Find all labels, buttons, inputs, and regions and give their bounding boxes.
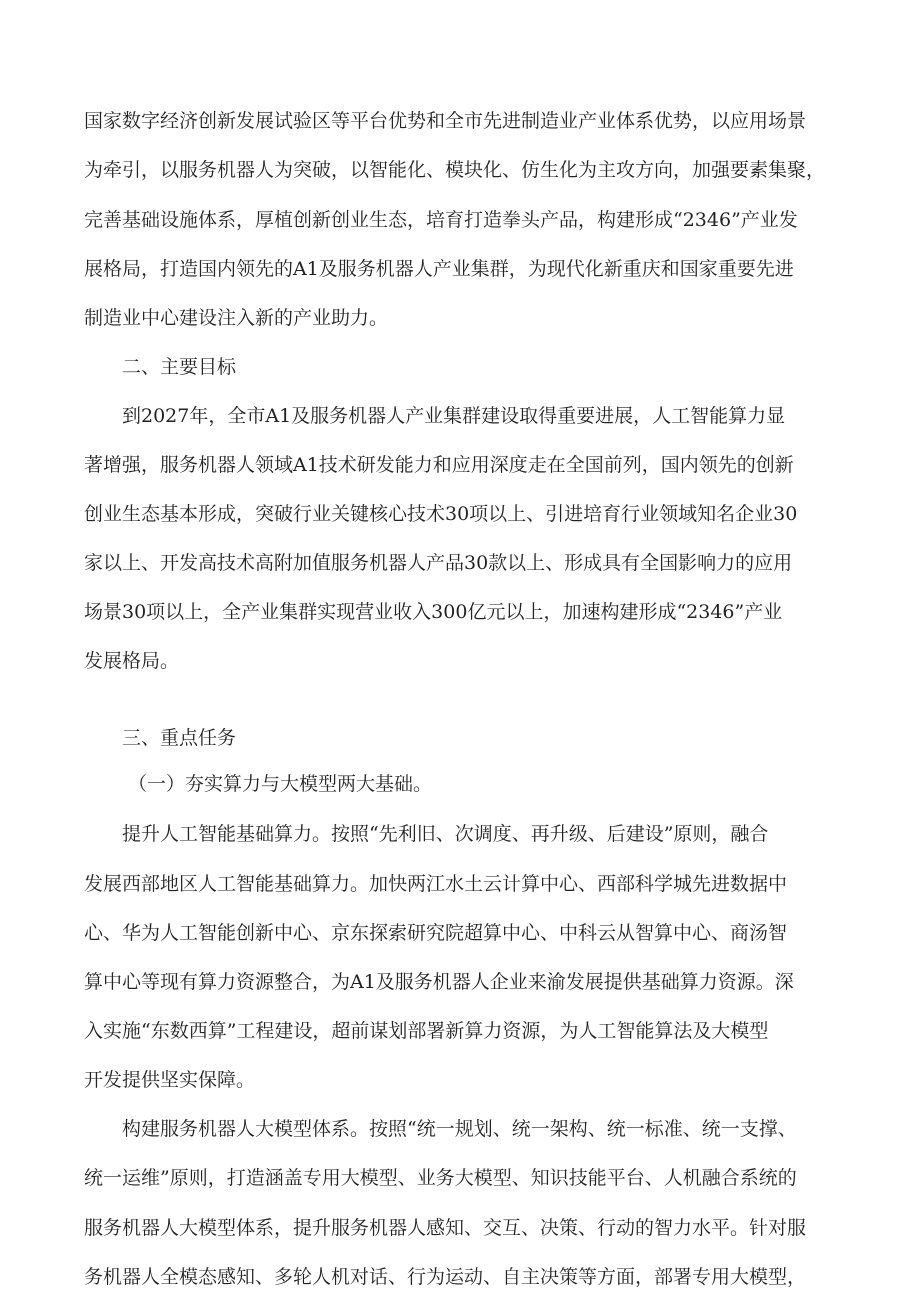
paragraph-line: 制造业中心建设注入新的产业助力。	[84, 307, 389, 329]
section-heading-tasks: 三、重点任务	[122, 727, 237, 749]
paragraph-line: 服务机器人大模型体系，提升服务机器人感知、交互、决策、行动的智力水平。针对服	[84, 1217, 807, 1239]
paragraph-line: 发展西部地区人工智能基础算力。加快两江水土云计算中心、西部科学城先进数据中	[84, 873, 788, 895]
paragraph-line: 为牵引，以服务机器人为突破，以智能化、模块化、仿生化为主攻方向，加强要素集聚，	[84, 159, 826, 181]
paragraph-line: 完善基础设施体系，厚植创新创业生态，培育打造拳头产品，构建形成“2346”产业发	[84, 209, 798, 231]
paragraph-line: 构建服务机器人大模型体系。按照“统一规划、统一架构、统一标准、统一支撑、	[122, 1118, 797, 1140]
paragraph-line: 务机器人全模态感知、多轮人机对话、行为运动、自主决策等方面，部署专用大模型，	[84, 1266, 807, 1288]
paragraph-line: 著增强，服务机器人领域A1技术研发能力和应用深度走在全国前列，国内领先的创新	[84, 454, 794, 476]
paragraph-line: 家以上、开发高技术高附加值服务机器人产品30款以上、形成具有全国影响力的应用	[84, 552, 793, 574]
paragraph-line: 入实施“东数西算”工程建设，超前谋划部署新算力资源，为人工智能算法及大模型	[84, 1020, 769, 1042]
subsection-heading: （一）夯实算力与大模型两大基础。	[128, 773, 433, 795]
section-heading-goals: 二、主要目标	[122, 356, 237, 378]
paragraph-line: 国家数字经济创新发展试验区等平台优势和全市先进制造业产业体系优势，以应用场景	[84, 110, 807, 132]
paragraph-line: 展格局，打造国内领先的A1及服务机器人产业集群，为现代化新重庆和国家重要先进	[84, 258, 794, 280]
paragraph-line: 开发提供坚实保障。	[84, 1069, 256, 1091]
paragraph-line: 心、华为人工智能创新中心、京东探索研究院超算中心、中科云从智算中心、商汤智	[84, 922, 788, 944]
paragraph-line: 算中心等现有算力资源整合，为A1及服务机器人企业来渝发展提供基础算力资源。深	[84, 971, 794, 993]
paragraph-line: 场景30项以上，全产业集群实现营业收入300亿元以上，加速构建形成“2346”产业	[84, 601, 783, 623]
paragraph-line: 提升人工智能基础算力。按照“先利旧、次调度、再升级、后建设”原则，融合	[122, 823, 769, 845]
paragraph-line: 发展格局。	[84, 650, 180, 672]
paragraph-line: 创业生态基本形成，突破行业关键核心技术30项以上、引进培育行业领域知名企业30	[84, 503, 798, 525]
paragraph-line: 到2027年，全市A1及服务机器人产业集群建设取得重要进展，人工智能算力显	[122, 405, 786, 427]
paragraph-line: 统一运维”原则，打造涵盖专用大模型、业务大模型、知识技能平台、人机融合系统的	[84, 1167, 797, 1189]
